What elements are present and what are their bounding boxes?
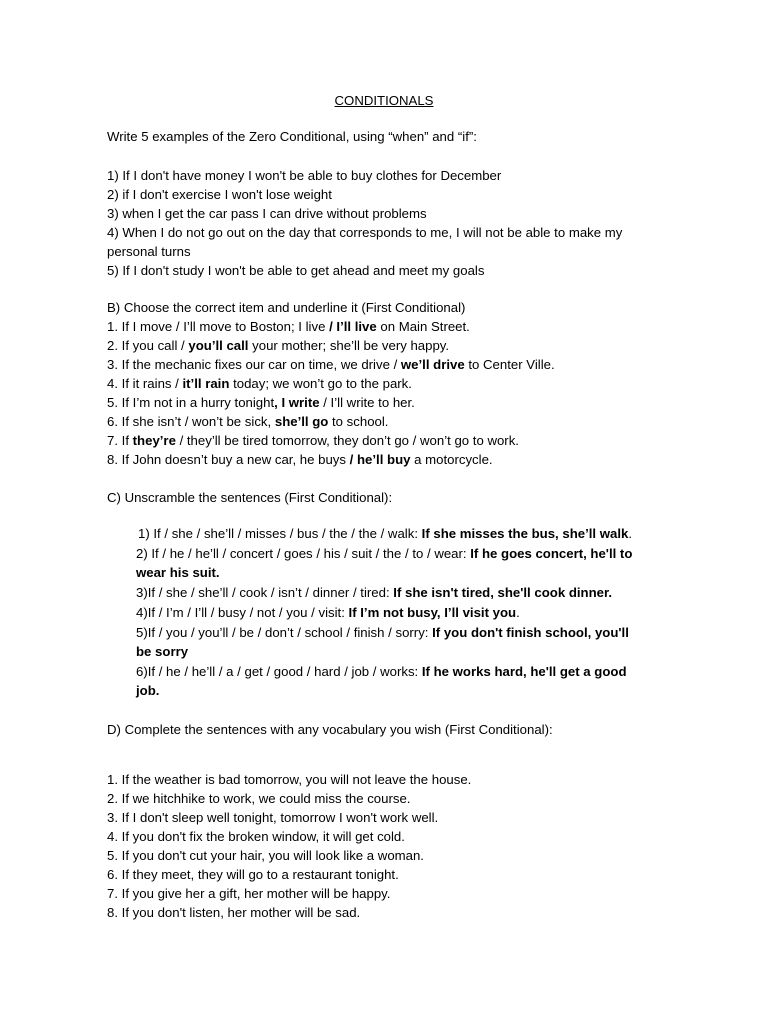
section-a-item: 1) If I don't have money I won't be able to buy clothes for December <box>107 168 502 183</box>
item-text: 3)If / she / she’ll / cook / isn’t / dinner / tired: <box>136 585 394 600</box>
item-answer: you’ll call <box>188 338 249 353</box>
item-answer: job. <box>136 683 160 698</box>
item-answer: she’ll go <box>274 414 329 429</box>
item-answer: If I’m not busy, I’ll visit you <box>348 605 517 620</box>
item-text: . <box>628 526 633 541</box>
section-b-item <box>107 394 415 412</box>
item-text: 5. If I’m not in a hurry tonight <box>107 395 275 410</box>
item-text: 1) If / she / she’ll / misses / bus / the / the / walk: <box>138 526 422 541</box>
section-d-item: 5. If you don't cut your hair, you will look like a woman. <box>107 848 424 863</box>
item-answer: they’re <box>132 433 176 448</box>
section-b-item <box>107 413 388 431</box>
section-a-item: 2) if I don't exercise I won't lose weight <box>107 187 332 202</box>
section-b-item <box>107 356 555 374</box>
item-answer: If she misses the bus, she’ll walk <box>421 526 629 541</box>
item-text: / I’ll write to her. <box>319 395 415 410</box>
item-text: 3. If the mechanic fixes our car on time, we drive / <box>107 357 401 372</box>
item-text: / they’ll be tired tomorrow, they don’t go / won’t go to work. <box>175 433 519 448</box>
section-b-item <box>107 451 493 469</box>
section-d-item: 6. If they meet, they will go to a restaurant tonight. <box>107 867 399 882</box>
section-a-item-continuation: personal turns <box>107 244 191 259</box>
section-c-item-continuation <box>136 643 188 661</box>
section-d-item: 8. If you don't listen, her mother will be sad. <box>107 905 361 920</box>
item-answer: If you don't finish school, you'll <box>432 625 629 640</box>
item-answer: wear his suit. <box>136 565 220 580</box>
section-c-item-continuation <box>136 682 159 700</box>
item-answer: , I write <box>274 395 320 410</box>
section-a-heading: Write 5 examples of the Zero Conditional, using “when” and “if”: <box>107 129 477 144</box>
section-c-item <box>136 663 627 681</box>
section-b-item <box>107 432 519 450</box>
section-d-item: 1. If the weather is bad tomorrow, you will not leave the house. <box>107 772 472 787</box>
section-d-item: 7. If you give her a gift, her mother will be happy. <box>107 886 391 901</box>
item-answer: If he goes concert, he'll to <box>470 546 633 561</box>
section-c-item <box>136 604 520 622</box>
section-b-item <box>107 337 449 355</box>
section-a-item: 4) When I do not go out on the day that corresponds to me, I will not be able to make my <box>107 225 623 240</box>
section-c-item <box>138 525 632 543</box>
item-text: 4)If / I’m / I’ll / busy / not / you / visit: <box>136 605 349 620</box>
item-text: 7. If <box>107 433 133 448</box>
item-text: 5)If / you / you’ll / be / don’t / school / finish / sorry: <box>136 625 433 640</box>
section-b-heading: B) Choose the correct item and underline it (First Conditional) <box>107 300 466 315</box>
section-b-item <box>107 318 470 336</box>
item-answer: / he’ll buy <box>349 452 411 467</box>
item-text: to Center Ville. <box>464 357 555 372</box>
section-a-item: 3) when I get the car pass I can drive without problems <box>107 206 427 221</box>
section-c-item <box>136 624 629 642</box>
item-text: your mother; she’ll be very happy. <box>248 338 450 353</box>
item-answer: be sorry <box>136 644 189 659</box>
item-answer: If she isn't tired, she'll cook dinner. <box>393 585 613 600</box>
section-b-item <box>107 375 412 393</box>
section-c-item <box>136 584 612 602</box>
section-c-heading: C) Unscramble the sentences (First Conditional): <box>107 490 393 505</box>
item-text: 2) If / he / he’ll / concert / goes / his / suit / the / to / wear: <box>136 546 471 561</box>
item-text: today; we won’t go to the park. <box>229 376 412 391</box>
item-answer: / I’ll live <box>325 319 377 334</box>
section-d-item: 3. If I don't sleep well tonight, tomorrow I won't work well. <box>107 810 439 825</box>
item-text: 8. If John doesn’t buy a new car, he buys <box>107 452 350 467</box>
item-text: 2. If you call / <box>107 338 189 353</box>
item-text: 1. If I move / I’ll move to Boston; I live <box>107 319 326 334</box>
item-text: to school. <box>328 414 389 429</box>
section-d-item: 2. If we hitchhike to work, we could miss the course. <box>107 791 411 806</box>
item-text: . <box>516 605 520 620</box>
section-d-heading: D) Complete the sentences with any vocabulary you wish (First Conditional): <box>107 722 553 737</box>
page-title: CONDITIONALS <box>334 93 434 108</box>
item-text: 6. If she isn’t / won’t be sick, <box>107 414 275 429</box>
item-text: 6)If / he / he’ll / a / get / good / hard / job / works: <box>136 664 422 679</box>
item-answer: it’ll rain <box>182 376 230 391</box>
section-d-item: 4. If you don't fix the broken window, it will get cold. <box>107 829 405 844</box>
section-c-item <box>136 545 632 563</box>
item-text: 4. If it rains / <box>107 376 183 391</box>
section-c-item-continuation <box>136 564 220 582</box>
item-answer: we’ll drive <box>400 357 465 372</box>
item-text: a motorcycle. <box>410 452 493 467</box>
item-text: on Main Street. <box>376 319 470 334</box>
section-a-item: 5) If I don't study I won't be able to get ahead and meet my goals <box>107 263 485 278</box>
item-answer: If he works hard, he'll get a good <box>421 664 627 679</box>
